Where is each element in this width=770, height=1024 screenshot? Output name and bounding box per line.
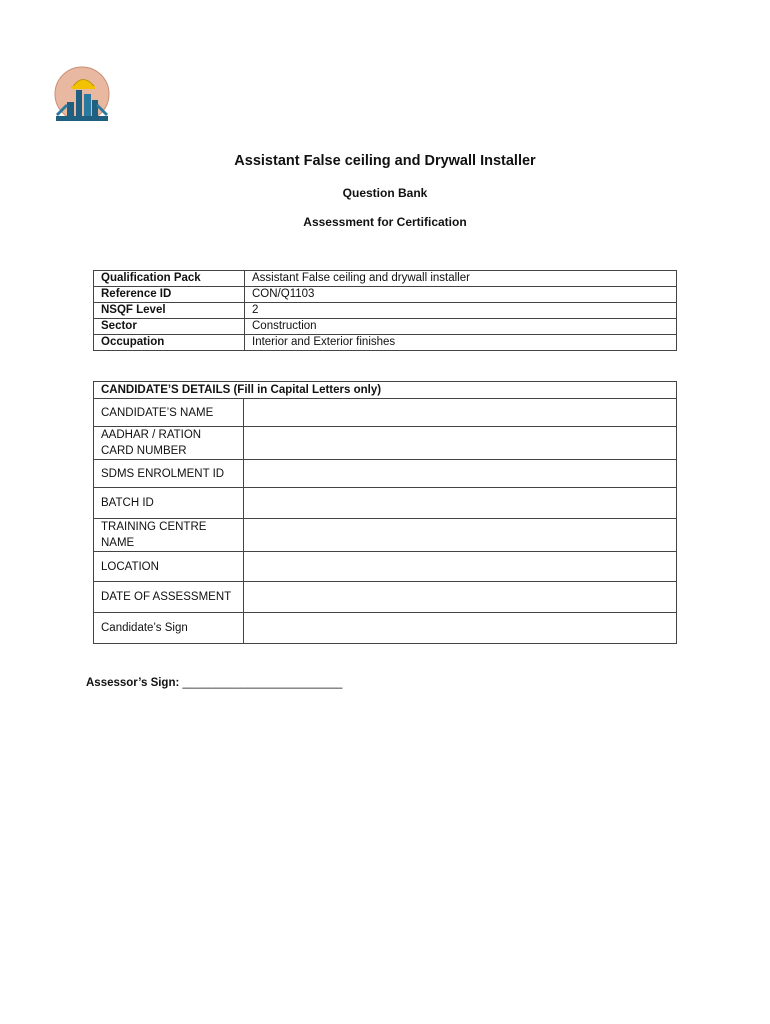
occupation-label: Occupation	[94, 335, 245, 351]
aadhar-ration-field[interactable]	[244, 427, 677, 460]
candidate-sign-label: Candidate’s Sign	[94, 613, 244, 644]
date-of-assessment-field[interactable]	[244, 582, 677, 613]
council-logo	[42, 64, 122, 121]
reference-id-value: CON/Q1103	[245, 287, 677, 303]
training-centre-label: TRAINING CENTRE NAME	[94, 519, 244, 552]
sector-label: Sector	[94, 319, 245, 335]
table-row	[94, 488, 677, 519]
table-row	[94, 582, 677, 613]
table-row	[94, 303, 677, 319]
aadhar-ration-label: AADHAR / RATION CARD NUMBER	[94, 427, 244, 460]
table-row	[94, 427, 677, 460]
candidate-name-label: CANDIDATE’S NAME	[94, 399, 244, 427]
sdms-enrolment-label: SDMS ENROLMENT ID	[94, 460, 244, 488]
table-row	[94, 319, 677, 335]
document-subtitle-2: Assessment for Certification	[303, 215, 467, 229]
candidate-name-field[interactable]	[244, 399, 677, 427]
occupation-value: Interior and Exterior finishes	[245, 335, 677, 351]
location-label: LOCATION	[94, 552, 244, 582]
candidate-sign-field[interactable]	[244, 613, 677, 644]
table-header-row	[94, 382, 677, 399]
sdms-enrolment-field[interactable]	[244, 460, 677, 488]
qualification-table	[93, 270, 677, 351]
batch-id-label: BATCH ID	[94, 488, 244, 519]
reference-id-label: Reference ID	[94, 287, 245, 303]
sector-value: Construction	[245, 319, 677, 335]
qualification-pack-value: Assistant False ceiling and drywall installer	[245, 271, 677, 287]
table-row	[94, 399, 677, 427]
document-title: Assistant False ceiling and Drywall Installer	[234, 153, 536, 169]
table-row	[94, 271, 677, 287]
nsqf-level-label: NSQF Level	[94, 303, 245, 319]
table-row	[94, 335, 677, 351]
training-centre-field[interactable]	[244, 519, 677, 552]
candidate-details-table	[93, 381, 677, 644]
document-subtitle: Question Bank	[342, 186, 428, 200]
table-row	[94, 519, 677, 552]
assessor-sign-line[interactable]: _________________________	[182, 677, 343, 689]
assessor-sign-label: Assessor’s Sign:	[86, 677, 180, 689]
location-field[interactable]	[244, 552, 677, 582]
candidate-details-heading: CANDIDATE’S DETAILS (Fill in Capital Letters only)	[94, 382, 677, 399]
assessor-sign	[86, 677, 342, 689]
table-row	[94, 552, 677, 582]
qualification-pack-label: Qualification Pack	[94, 271, 245, 287]
date-of-assessment-label: DATE OF ASSESSMENT	[94, 582, 244, 613]
table-row	[94, 460, 677, 488]
nsqf-level-value: 2	[245, 303, 677, 319]
table-row	[94, 613, 677, 644]
table-row	[94, 287, 677, 303]
batch-id-field[interactable]	[244, 488, 677, 519]
